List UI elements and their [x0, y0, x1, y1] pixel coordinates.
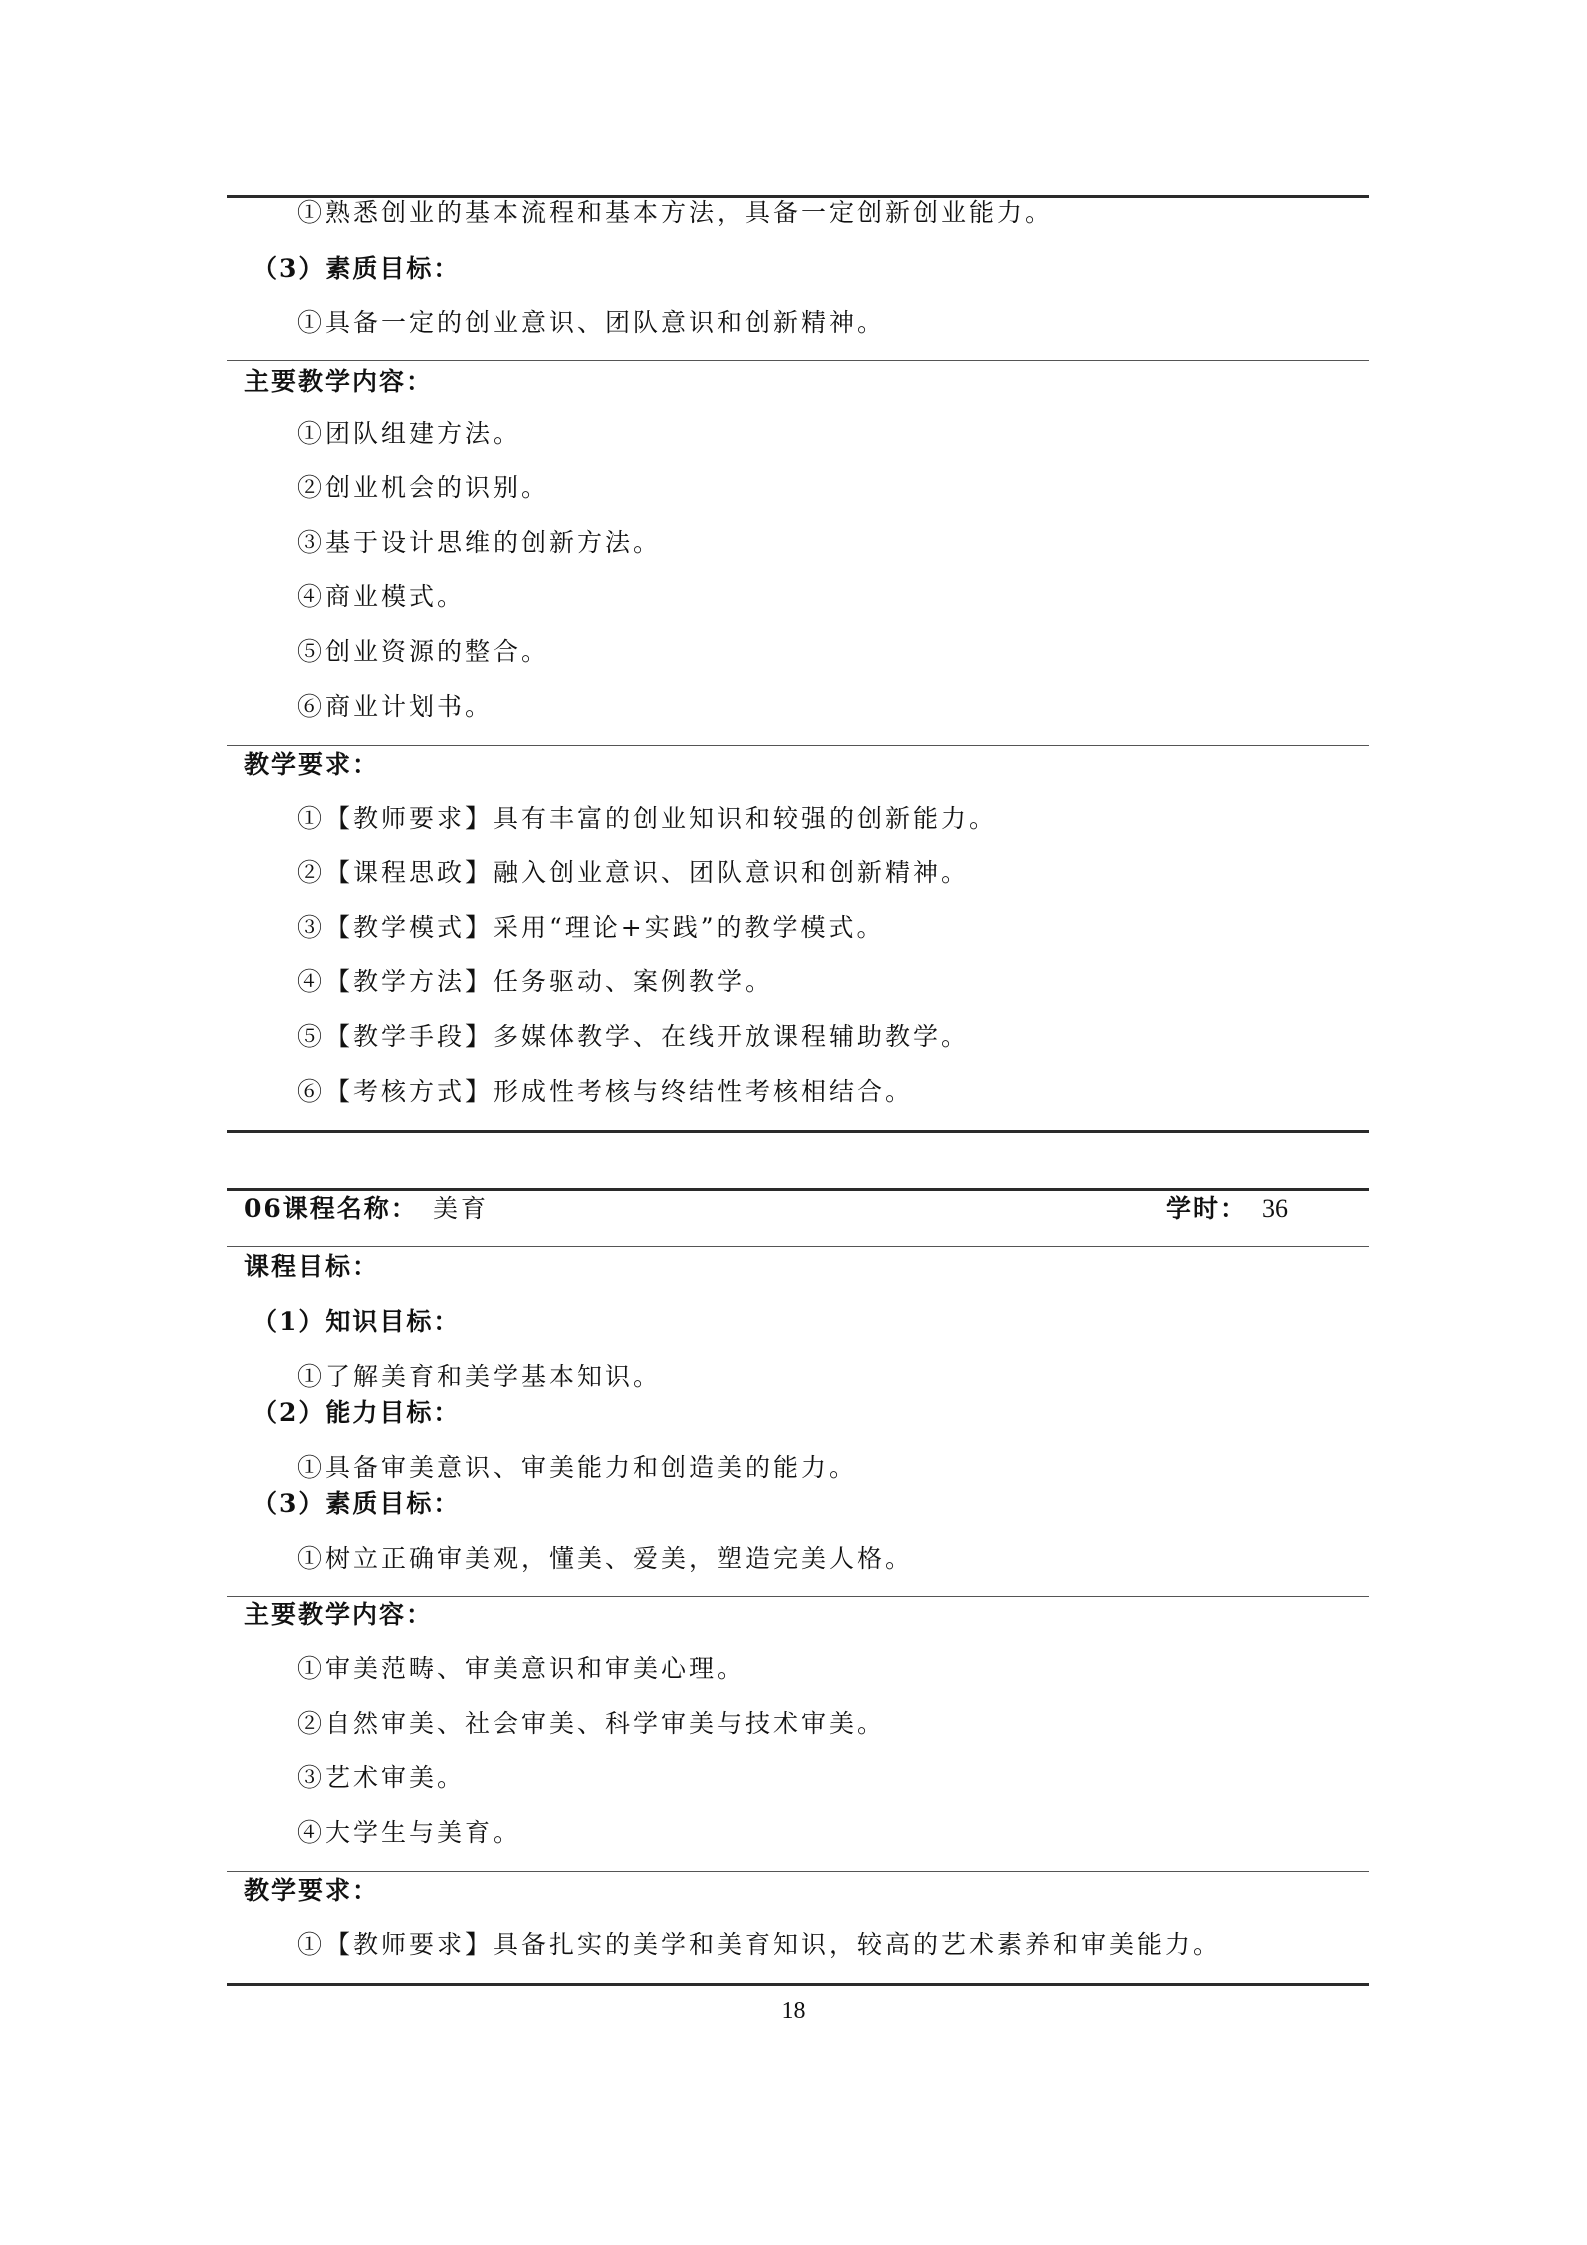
- content-item: ②自然审美、社会审美、科学审美与技术审美。: [297, 1709, 886, 1738]
- content-item: ①团队组建方法。: [297, 419, 522, 448]
- requirement-item: ④【教学方法】任务驱动、案例教学。: [297, 967, 774, 996]
- quality-heading: （3）素质目标：: [252, 254, 461, 283]
- content-item: ②创业机会的识别。: [297, 473, 550, 502]
- page-number: 18: [781, 1998, 806, 2024]
- quality-item: ①树立正确审美观，懂美、爱美，塑造完美人格。: [297, 1544, 914, 1573]
- requirement-item: ⑥【考核方式】形成性考核与终结性考核相结合。: [297, 1077, 914, 1106]
- requirement-item: ⑤【教学手段】多媒体教学、在线开放课程辅助教学。: [297, 1022, 970, 1051]
- course-name-label: 06课程名称：: [244, 1194, 418, 1223]
- table-bottom-border: [227, 1130, 1369, 1133]
- requirements-heading: 教学要求：: [244, 750, 380, 779]
- table-top-border: [227, 1188, 1369, 1191]
- content-item: ④大学生与美育。: [297, 1818, 522, 1847]
- content-item: ①审美范畴、审美意识和审美心理。: [297, 1654, 746, 1683]
- row-divider: [227, 745, 1369, 746]
- requirement-item: ①【教师要求】具有丰富的创业知识和较强的创新能力。: [297, 804, 998, 833]
- ability-item: ①具备审美意识、审美能力和创造美的能力。: [297, 1453, 858, 1482]
- content-item: ④商业模式。: [297, 582, 466, 611]
- ability-item: ①熟悉创业的基本流程和基本方法，具备一定创新创业能力。: [297, 198, 1054, 227]
- content-heading: 主要教学内容：: [244, 1600, 434, 1629]
- quality-item: ①具备一定的创业意识、团队意识和创新精神。: [297, 308, 886, 337]
- goals-heading: 课程目标：: [244, 1252, 380, 1281]
- row-divider: [227, 1596, 1369, 1597]
- row-divider: [227, 1871, 1369, 1872]
- course-name-value: 美育: [433, 1194, 490, 1223]
- requirements-heading: 教学要求：: [244, 1876, 380, 1905]
- row-divider: [227, 1246, 1369, 1247]
- knowledge-item: ①了解美育和美学基本知识。: [297, 1362, 662, 1391]
- content-item: ⑤创业资源的整合。: [297, 637, 550, 666]
- content-item: ③艺术审美。: [297, 1763, 466, 1792]
- row-divider: [227, 360, 1369, 361]
- requirement-item: ①【教师要求】具备扎实的美学和美育知识，较高的艺术素养和审美能力。: [297, 1930, 1222, 1959]
- course-hours-label: 学时：: [1166, 1194, 1248, 1223]
- requirement-item: ②【课程思政】融入创业意识、团队意识和创新精神。: [297, 858, 970, 887]
- content-item: ⑥商业计划书。: [297, 692, 494, 721]
- knowledge-heading: （1）知识目标：: [252, 1307, 461, 1336]
- quality-heading: （3）素质目标：: [252, 1489, 461, 1518]
- content-heading: 主要教学内容：: [244, 367, 434, 396]
- ability-heading: （2）能力目标：: [252, 1398, 461, 1427]
- table-bottom-border: [227, 1983, 1369, 1986]
- requirement-item: ③【教学模式】采用“理论+实践”的教学模式。: [297, 913, 885, 942]
- content-item: ③基于设计思维的创新方法。: [297, 528, 662, 557]
- course-hours-value: 36: [1262, 1194, 1288, 1223]
